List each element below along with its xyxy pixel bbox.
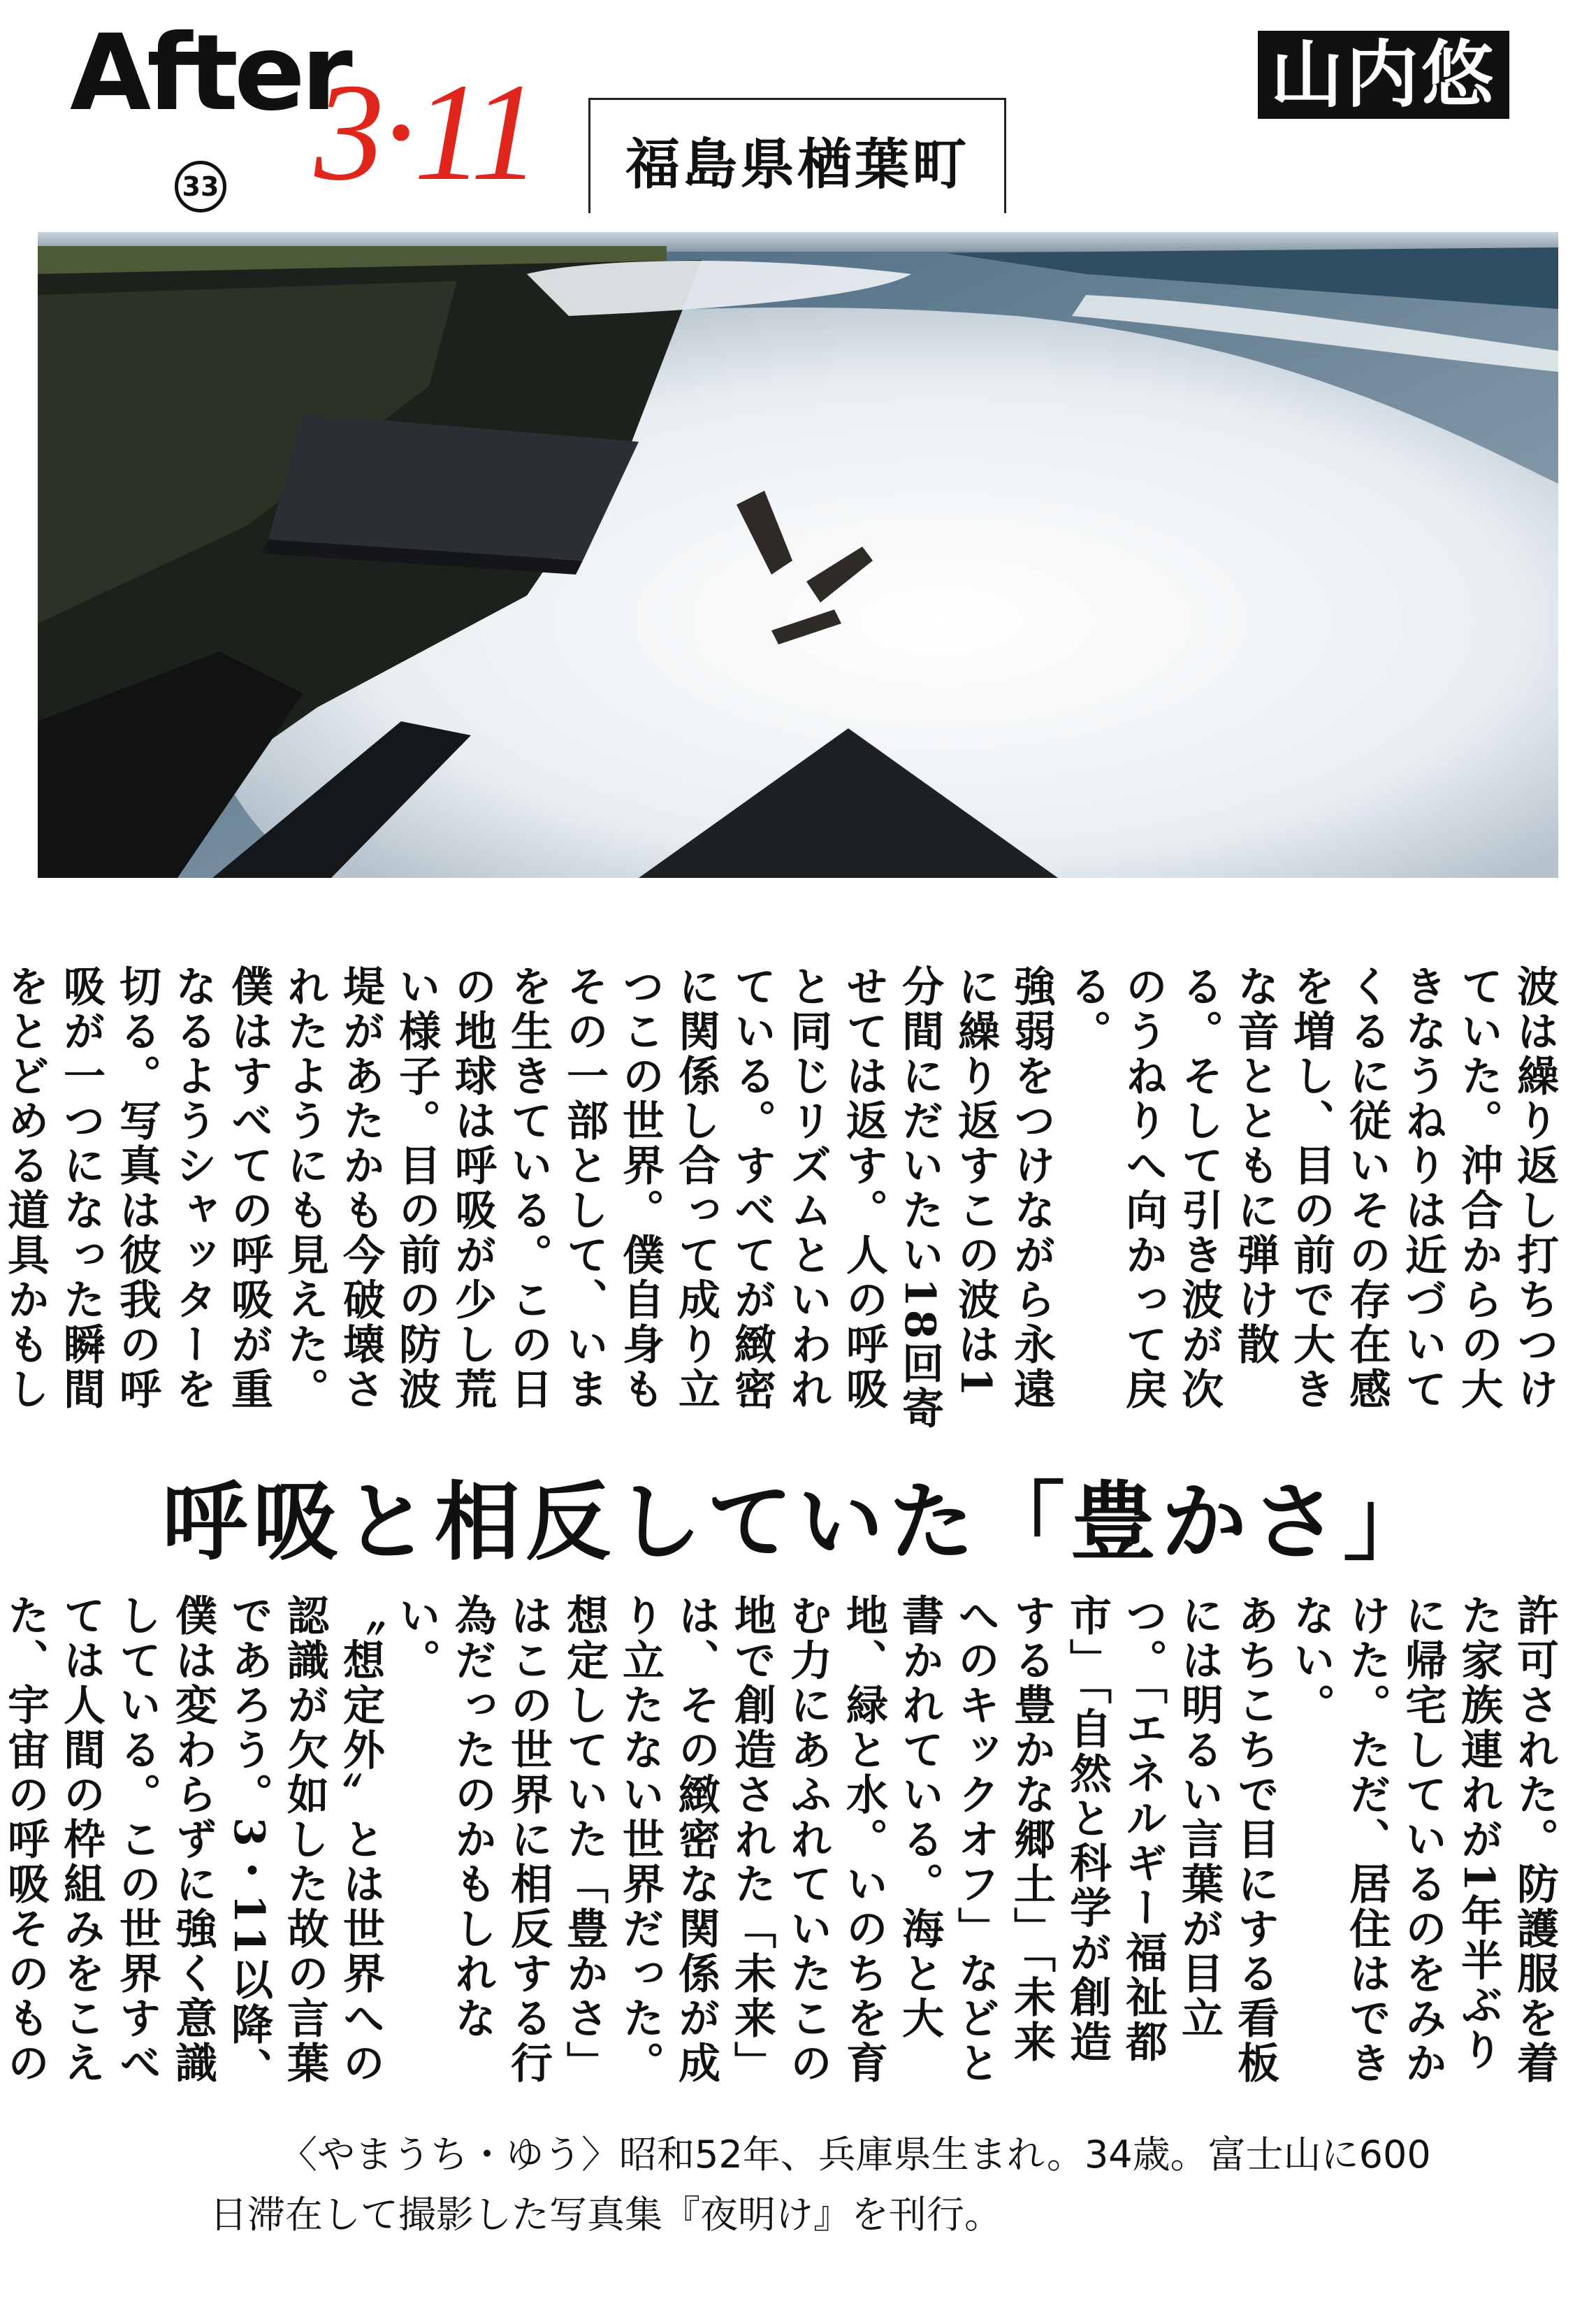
paragraph: 強弱をつけながら永遠に繰り返すこの波は1分間にだいたい18回寄せては返す。人の呼吸と同じリズムといわれている。すべてが緻密に関係し合って成り立つこの世界。僕自身もその一部として、いまを生きている。この日の地球は呼吸が少し荒い様子。目の前の防波堤があたかも今破壊されたようにも見えた。僕はすべての呼吸が重なるようシャッターを切る。写真は彼我の呼吸が一つになった瞬間をとどめる道具かもし: [1, 965, 1056, 1431]
author-name: 山内悠: [1258, 31, 1509, 119]
series-number: 33: [175, 161, 226, 212]
series-title: After: [70, 13, 349, 134]
paragraph: 〝想定外〟とは世界への認識が欠如した故の言葉であろう。3・11以降、僕は変わらずに強く意識している。この世界すべては人間の枠組みをこえた、宇宙の呼吸そのもの: [1, 1594, 385, 2093]
article-body-bottom: [1, 1594, 1562, 2097]
location-label: 福島県楢葉町: [625, 133, 969, 196]
series-date: 3·11: [314, 55, 538, 210]
article-photo: [38, 232, 1558, 878]
paragraph: あちこちで目にする看板には明るい言葉が目立つ。「エネルギー福祉都市」「自然と科学が創造する豊かな郷土」「未来へのキックオフ」などと書かれている。海と大地、緑と水。いのちを育む力にあふれていたこの地で創造された「未来」は、その緻密な関係が成り立たない世界だった。想定していた「豊かさ」はこの世界に相反する行為だったのかもしれない。: [392, 1594, 1279, 2086]
article-headline: 呼吸と相反していた「豊かさ」: [162, 1471, 1434, 1572]
paragraph: 波は繰り返し打ちつけていた。沖合からの大きなうねりは近づいてくるに従いその存在感を増し、目の前で大きな音とともに弾け散る。そして引き波が次のうねりへ向かって戻る。: [1063, 965, 1559, 1412]
author-bio: 〈やまうち・ゆう〉昭和52年、兵庫県生まれ。34歳。富士山に600日滞在して撮影した写真集『夜明け』を刊行。: [210, 2133, 1431, 2237]
wave-seawall-photo: [38, 232, 1558, 878]
location-box: [588, 98, 1006, 213]
article-body-top: [1, 965, 1562, 1433]
paragraph: 許可された。防護服を着た家族連れが1年半ぶりに帰宅しているのをみかけた。ただ、居住はできない。: [1286, 1594, 1559, 2086]
series-masthead: [70, 13, 545, 210]
